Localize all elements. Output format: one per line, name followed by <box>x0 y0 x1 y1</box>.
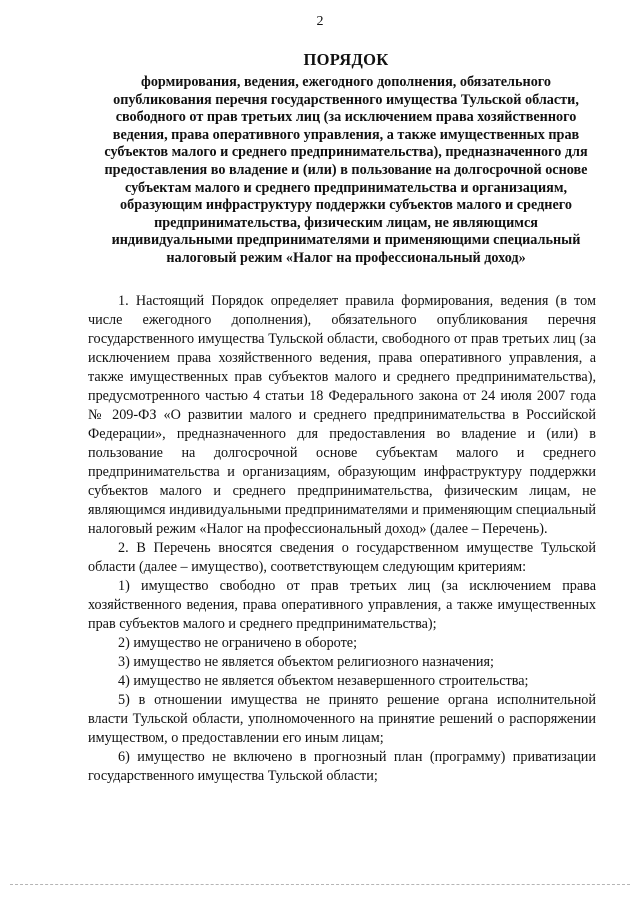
document-subtitle: формирования, ведения, ежегодного дополнения, обязательного опубликования перечня государственного имущества Тульской области, свободного от прав третьих лиц (за исключением права хозяйственного ведения, права оперативного управления, а также имущественных прав субъектов малого и среднего предпринимательства), предназначенного для предоставления во владение и (или) в пользование на долгосрочной основе субъектам малого и среднего предпринимательства и организациям, образующим инфраструктуру поддержки субъектов малого и среднего предпринимательства, физическим лицам, не являющимся индивидуальными предпринимателями и применяющими специальный налоговый режим «Налог на профессиональный доход» <box>104 74 588 266</box>
criterion-6: 6) имущество не включено в прогнозный план (программу) приватизации государственного имущества Тульской области; <box>88 749 596 784</box>
document-title: ПОРЯДОК <box>303 50 389 69</box>
footer-divider <box>10 884 630 885</box>
paragraph-1: 1. Настоящий Порядок определяет правила формирования, ведения (в том числе ежегодного дополнения), обязательного опубликования перечня государственного имущества Тульской области, свободного от прав третьих лиц (за исключением права хозяйственного ведения, права оперативного управления, а также имущественных прав субъектов малого и среднего предпринимательства), предусмотренного частью 4 статьи 18 Федерального закона от 24 июля 2007 года № 209-ФЗ «О развитии малого и среднего предпринимательства в Российской Федерации», предназначенного для предоставления во владение и (или) в пользование на долгосрочной основе субъектам малого и среднего предпринимательства и организациям, образующим инфраструктуру поддержки субъектов малого и среднего предпринимательства, физическим лицам, не являющимся индивидуальными предпринимателями и применяющим специальный налоговый режим «Налог на профессиональный доход» (далее – Перечень). <box>88 293 596 537</box>
criterion-5: 5) в отношении имущества не принято решение органа исполнительной власти Тульской области, уполномоченного на принятие решений о распоряжении имуществом, о предоставлении его иным лицам; <box>88 692 596 746</box>
title-block <box>96 50 596 268</box>
page-number: 2 <box>316 14 324 29</box>
criterion-2: 2) имущество не ограничено в обороте; <box>118 635 358 651</box>
criterion-1: 1) имущество свободно от прав третьих лиц (за исключением права хозяйственного ведения, права оперативного управления, а также имущественных прав субъектов малого и среднего предпринимательства); <box>88 578 596 632</box>
paragraph-2: 2. В Перечень вносятся сведения о государственном имуществе Тульской области (далее – имущество), соответствующем следующим критериям: <box>88 540 596 575</box>
criterion-4: 4) имущество не является объектом незавершенного строительства; <box>118 673 529 689</box>
document-body <box>88 292 596 786</box>
criterion-3: 3) имущество не является объектом религиозного назначения; <box>118 654 494 670</box>
